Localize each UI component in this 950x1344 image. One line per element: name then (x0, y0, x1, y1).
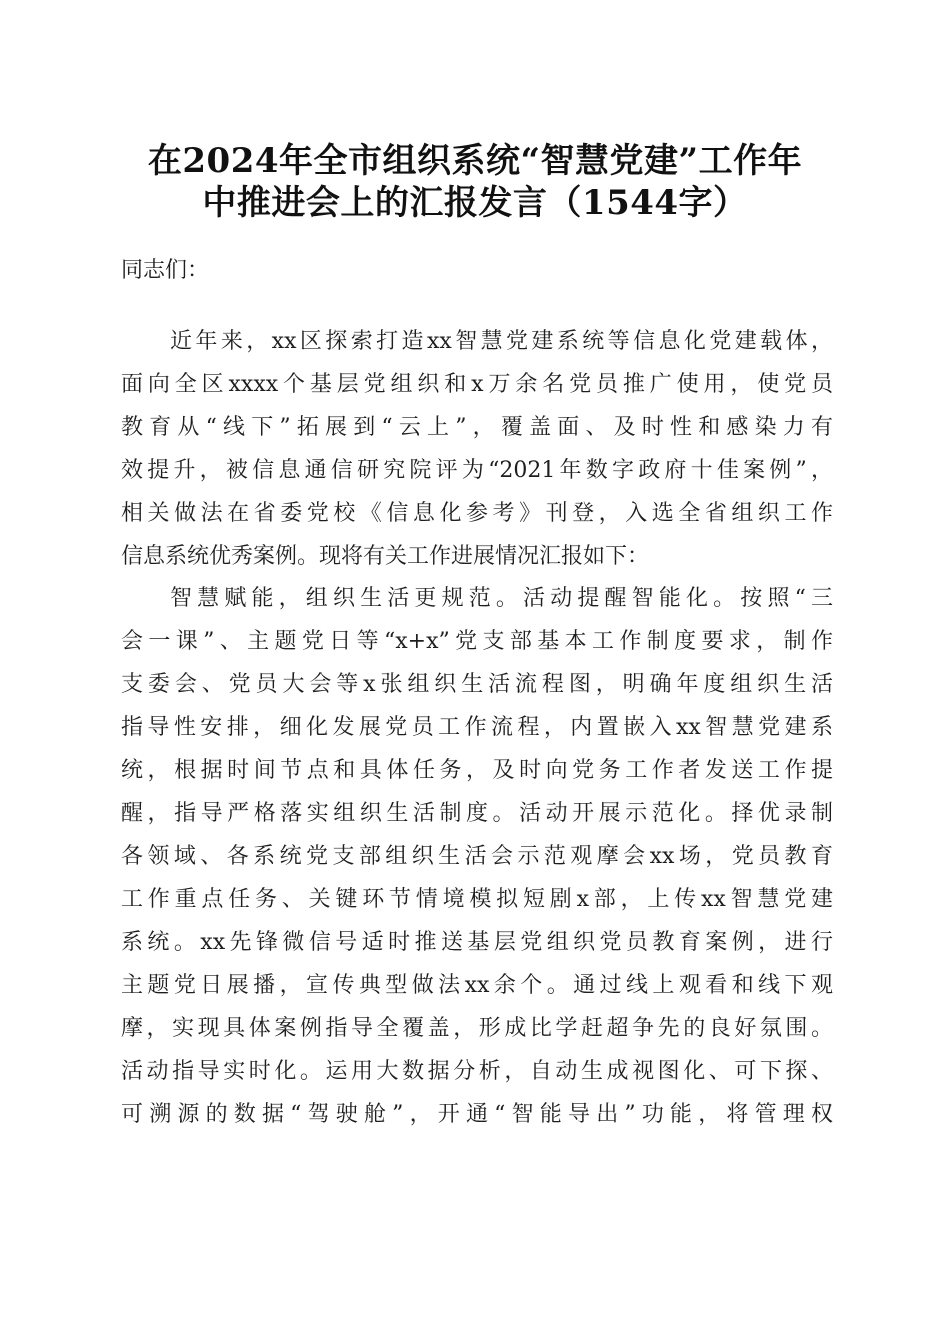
paragraph-2-line-11: 摩，实现具体案例指导全覆盖，形成比学赶超争先的良好氛围。 (121, 1016, 833, 1041)
paragraph-1-line-1: 近年来，xx区探索打造xx智慧党建系统等信息化党建载体， (170, 329, 833, 354)
paragraph-2-line-8: 工作重点任务、关键环节情境模拟短剧x部，上传xx智慧党建 (121, 887, 833, 912)
paragraph-2-line-13: 可溯源的数据“驾驶舱”，开通“智能导出”功能，将管理权 (121, 1102, 833, 1127)
paragraph-2-line-2: 会一课”、主题党日等“x+x”党支部基本工作制度要求，制作 (121, 629, 833, 654)
paragraph-2-line-10: 主题党日展播，宣传典型做法xx余个。通过线上观看和线下观 (121, 973, 833, 998)
document-title-line-2: 中推进会上的汇报发言（1544字） (202, 183, 748, 223)
salutation: 同志们： (121, 258, 210, 283)
paragraph-2-line-3: 支委会、党员大会等x张组织生活流程图，明确年度组织生活 (121, 672, 833, 697)
paragraph-1-line-4: 效提升，被信息通信研究院评为“2021年数字政府十佳案例”， (121, 458, 833, 483)
document-title-line-1: 在2024年全市组织系统“智慧党建”工作年 (147, 141, 803, 181)
paragraph-2-line-5: 统，根据时间节点和具体任务，及时向党务工作者发送工作提 (121, 758, 833, 783)
paragraph-2-line-12: 活动指导实时化。运用大数据分析，自动生成视图化、可下探、 (121, 1059, 833, 1084)
paragraph-2-line-1: 智慧赋能，组织生活更规范。活动提醒智能化。按照“三 (170, 586, 833, 611)
paragraph-1-line-3: 教育从“线下”拓展到“云上”，覆盖面、及时性和感染力有 (121, 415, 833, 440)
paragraph-1-line-6: 信息系统优秀案例。现将有关工作进展情况汇报如下： (121, 544, 650, 569)
paragraph-1-line-5: 相关做法在省委党校《信息化参考》刊登，入选全省组织工作 (121, 501, 833, 526)
paragraph-2-line-9: 系统。xx先锋微信号适时推送基层党组织党员教育案例，进行 (121, 930, 833, 955)
paragraph-1-line-2: 面向全区xxxx个基层党组织和x万余名党员推广使用，使党员 (121, 372, 833, 397)
paragraph-2-line-4: 指导性安排，细化发展党员工作流程，内置嵌入xx智慧党建系 (121, 715, 833, 740)
paragraph-2-line-6: 醒，指导严格落实组织生活制度。活动开展示范化。择优录制 (121, 801, 833, 826)
paragraph-2-line-7: 各领域、各系统党支部组织生活会示范观摩会xx场，党员教育 (121, 844, 833, 869)
